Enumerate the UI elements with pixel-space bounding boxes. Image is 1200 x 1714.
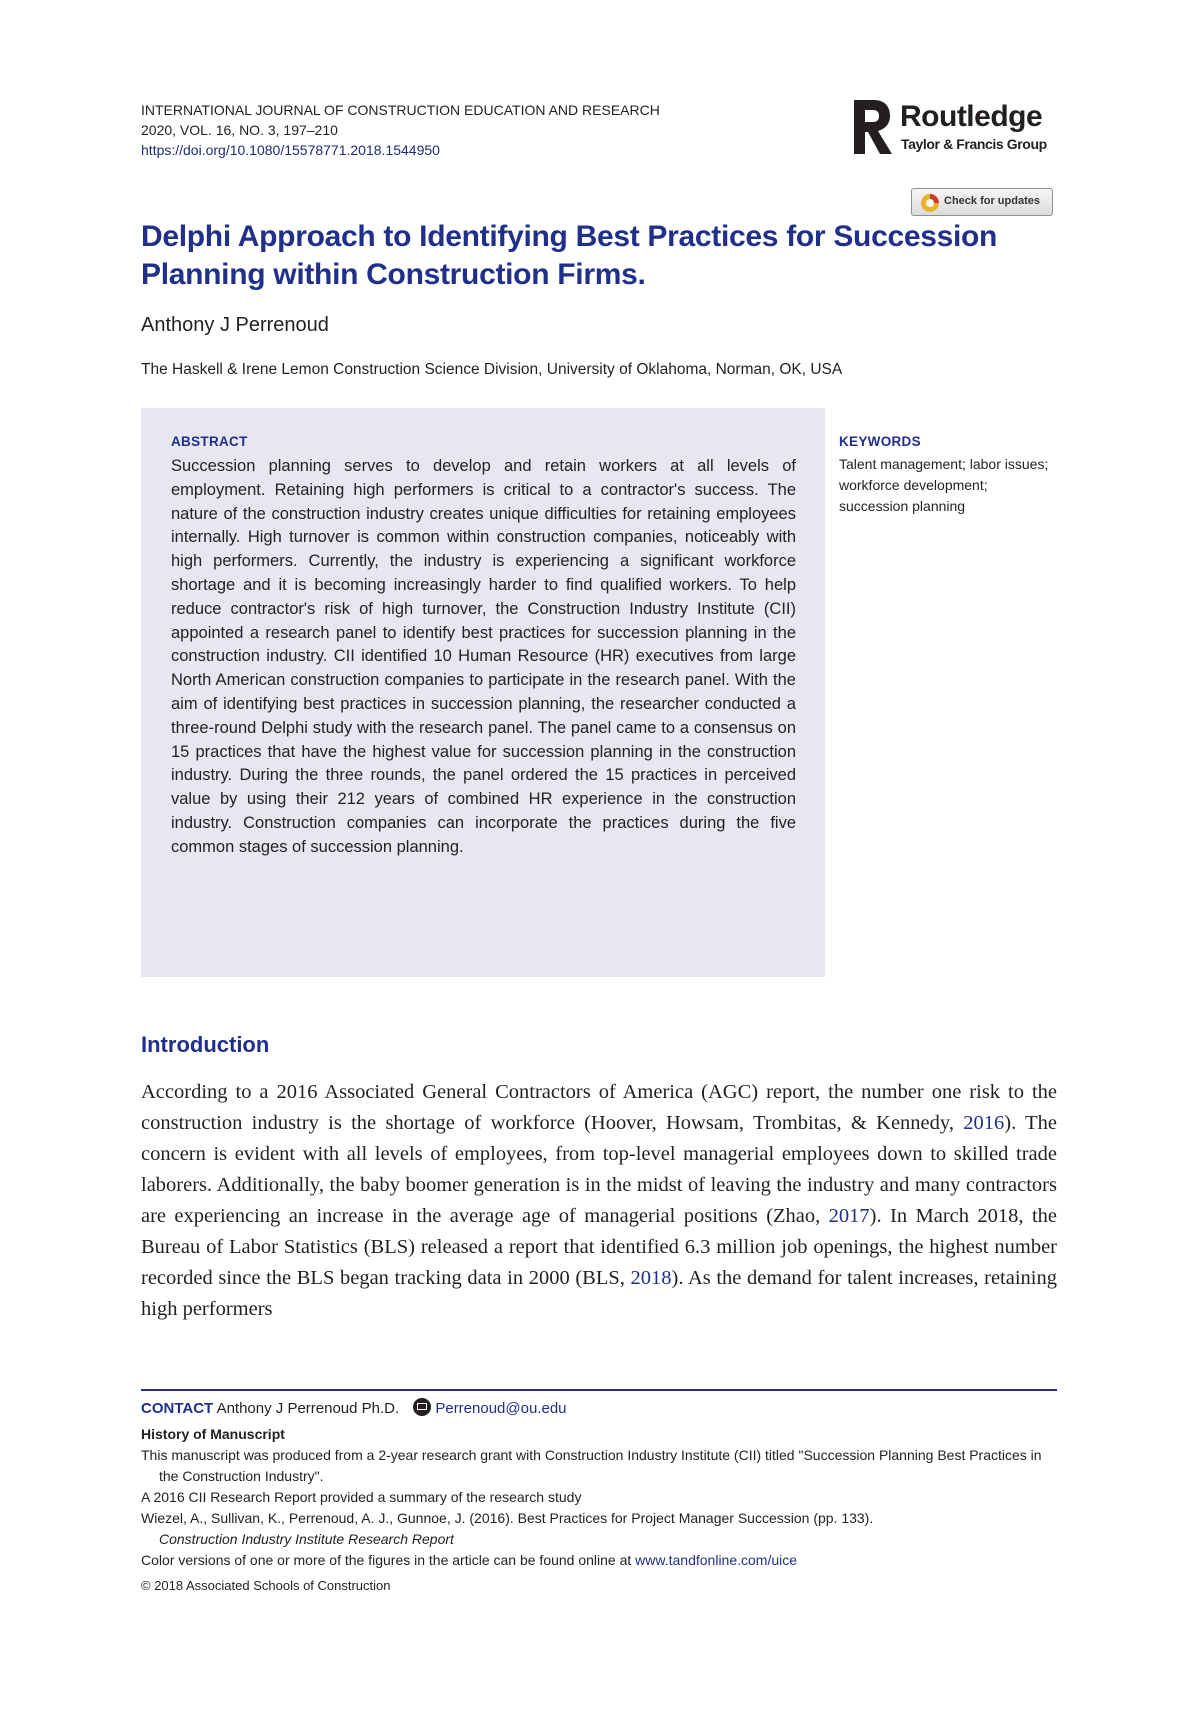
citation-line: Wiezel, A., Sullivan, K., Perrenoud, A. J., Gunnoe, J. (2016). Best Practices for Project Manager Succession (pp. 133). — [141, 1510, 874, 1526]
report-note: A 2016 CII Research Report provided a summary of the research study — [141, 1489, 582, 1505]
history-heading: History of Manuscript — [141, 1426, 285, 1442]
color-note — [141, 1550, 1061, 1571]
introduction-paragraph — [141, 1077, 1057, 1325]
citation-link-2018[interactable]: 2018 — [630, 1267, 672, 1289]
keywords-text: Talent management; labor issues; workforce development; succession planning — [839, 456, 1049, 514]
intro-text-part-1: According to a 2016 Associated General Contractors of America (AGC) report, the number one risk to the construction industry is the shortage of workforce (Hoover, Howsam, Trombitas, & Kennedy, — [141, 1081, 1057, 1134]
volume-info: 2020, VOL. 16, NO. 3, 197–210 — [141, 122, 338, 138]
article-title — [141, 218, 1061, 294]
publisher-name: Routledge — [900, 100, 1043, 133]
citation-source: Construction Industry Institute Research Report — [159, 1531, 454, 1547]
doi-link[interactable]: https://doi.org/10.1080/15578771.2018.1544950 — [141, 142, 440, 158]
abstract-text: Succession planning serves to develop and retain workers at all levels of employment. Retaining high performers is critical to a contractor's success. The nature of the construction industry creates unique difficulties for retaining employees internally. High turnover is common within construction companies, noticeably with high performers. Currently, the industry is experiencing a significant workforce shortage and it is becoming increasingly harder to find qualified workers. To help reduce contractor's risk of high turnover, the Construction Industry Institute (CII) appointed a research panel to identify best practices for succession planning in the construction industry. CII identified 10 Human Resource (HR) executives from large North American construction companies to participate in the research panel. With the aim of identifying best practices in succession planning, the researcher conducted a three-round Delphi study with the research panel. The panel came to a consensus on 15 practices that have the highest value for succession planning in the construction industry. During the three rounds, the panel ordered the 15 practices in perceived value by using their 212 years of combined HR experience in the construction industry. Construction companies can incorporate the practices during the five common stages of succession planning. — [171, 457, 796, 856]
intro-text-part-3: ). In March 2018, the Bureau of Labor Statistics (BLS) released a report that identified 6.3 million job openings, the highest number recorded since the BLS began tracking data in 2000 (BLS, — [141, 1205, 1057, 1289]
contact-name: Anthony J Perrenoud Ph.D. — [216, 1400, 400, 1417]
introduction-heading: Introduction — [141, 1032, 270, 1057]
email-link[interactable]: Perrenoud@ou.edu — [435, 1400, 567, 1417]
footer-divider — [141, 1389, 1057, 1391]
author-name: Anthony J Perrenoud — [141, 314, 329, 336]
history-text-body: This manuscript was produced from a 2-year research grant with Construction Industry Institute (CII) titled "Succession Planning Best Practices in the Construction Industry". — [141, 1447, 1042, 1484]
intro-text-part-4: ). As the demand for talent increases, retaining high performers — [141, 1267, 1057, 1320]
routledge-logo-icon — [852, 98, 894, 156]
tandfonline-link[interactable]: www.tandfonline.com/uice — [635, 1552, 798, 1568]
keywords-heading: KEYWORDS — [839, 434, 921, 449]
history-text — [141, 1445, 1061, 1487]
check-updates-icon — [920, 193, 940, 213]
check-updates-label: Check for updates — [944, 195, 1040, 207]
abstract-heading: ABSTRACT — [171, 434, 248, 449]
check-for-updates-button[interactable] — [911, 188, 1053, 216]
color-note-text: Color versions of one or more of the figures in the article can be found online at — [141, 1552, 636, 1568]
citation-link-2016[interactable]: 2016 — [963, 1112, 1005, 1134]
title-line-1: Delphi Approach to Identifying Best Practices for Succession — [141, 220, 998, 253]
citation-link-2017[interactable]: 2017 — [828, 1205, 870, 1227]
email-icon — [413, 1398, 431, 1416]
title-line-2: Planning within Construction Firms. — [141, 258, 646, 291]
contact-label: CONTACT — [141, 1400, 214, 1417]
journal-name: INTERNATIONAL JOURNAL OF CONSTRUCTION EDUCATION AND RESEARCH — [141, 102, 660, 118]
copyright: © 2018 Associated Schools of Construction — [141, 1578, 391, 1593]
contact-line — [141, 1398, 567, 1417]
publisher-group: Taylor & Francis Group — [901, 136, 1047, 152]
intro-text-part-2: ). The concern is evident with all levels of employees, from top-level managerial employees down to skilled trade laborers. Additionally, the baby boomer generation is in the midst of leaving the industry and many contractors are experiencing an increase in the average age of managerial positions (Zhao, — [141, 1112, 1058, 1227]
author-affiliation: The Haskell & Irene Lemon Construction Science Division, University of Oklahoma, Norman, OK, USA — [141, 361, 843, 378]
